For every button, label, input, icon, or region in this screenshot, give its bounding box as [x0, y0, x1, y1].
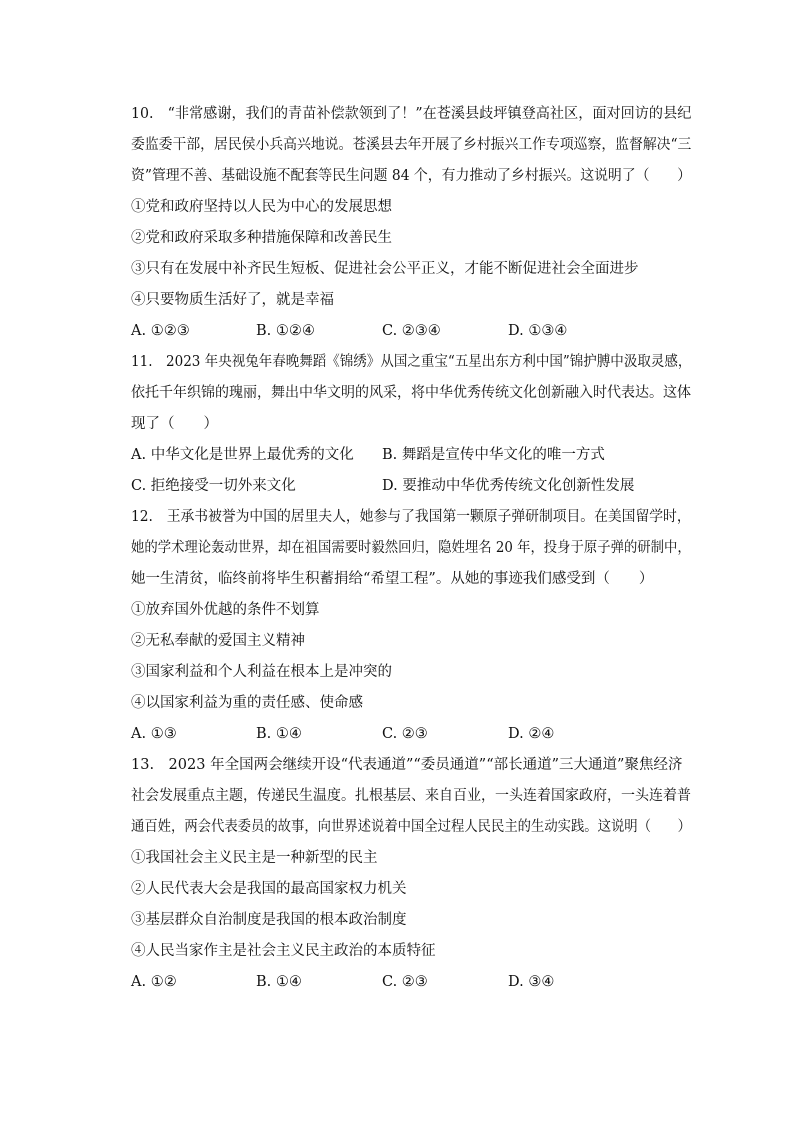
- question-10-option-d: D. ①③④: [508, 323, 568, 339]
- question-10-stem-line-1: 10. “非常感谢，我们的青苗补偿款领到了！”在苍溪县歧坪镇登高社区，面对回访的县纪: [131, 106, 692, 122]
- question-13-option-b: B. ①④: [256, 974, 302, 990]
- question-12-stem-line-2: 她的学术理论轰动世界，却在祖国需要时毅然回归，隐姓埋名 20 年，投身于原子弹的研制中，: [131, 540, 691, 556]
- question-11-option-d: D. 要推动中华优秀传统文化创新性发展: [382, 478, 635, 494]
- question-12-item-3: ③国家利益和个人利益在根本上是冲突的: [131, 664, 392, 680]
- question-11-stem-line-3: 现了（ ）: [131, 416, 218, 432]
- question-10-stem-line-2: 委监委干部，居民侯小兵高兴地说。苍溪县去年开展了乡村振兴工作专项巡察，监督解决“三: [131, 137, 692, 153]
- question-10-item-2: ②党和政府采取多种措施保障和改善民生: [131, 230, 392, 246]
- question-12-stem-line-1: 12. 王承书被誉为中国的居里夫人，她参与了我国第一颗原子弹研制项目。在美国留学时，: [131, 509, 691, 525]
- question-12-option-c: C. ②③: [382, 726, 428, 742]
- question-13-stem-line-3: 通百姓，两会代表委员的故事，向世界述说着中国全过程人民民主的生动实践。这说明（ ）: [131, 819, 691, 835]
- question-13-option-d: D. ③④: [508, 974, 555, 990]
- question-12-stem-line-3: 她一生清贫，临终前将毕生积蓄捐给“希望工程”。从她的事迹我们感受到（ ）: [131, 571, 654, 587]
- question-13-stem-line-1: 13. 2023 年全国两会继续开设“代表通道”“委员通道”“部长通道”三大通道”聚焦经济: [131, 757, 683, 773]
- question-12-option-a: A. ①③: [131, 726, 177, 742]
- question-10-item-4: ④只要物质生活好了，就是幸福: [131, 292, 334, 308]
- question-11-option-a: A. 中华文化是世界上最优秀的文化: [131, 447, 354, 463]
- question-12-item-4: ④以国家利益为重的责任感、使命感: [131, 695, 363, 711]
- question-13-option-a: A. ①②: [131, 974, 177, 990]
- question-10-option-a: A. ①②③: [131, 323, 190, 339]
- question-12-option-b: B. ①④: [256, 726, 302, 742]
- question-10-option-b: B. ①②④: [256, 323, 315, 339]
- question-11-option-b: B. 舞蹈是宣传中华文化的唯一方式: [382, 447, 605, 463]
- question-11-stem-line-1: 11. 2023 年央视兔年春晚舞蹈《锦绣》从国之重宝“五星出东方利中国”锦护膊中汲取灵感，: [131, 354, 692, 370]
- question-13-stem-line-2: 社会发展重点主题，传递民生温度。扎根基层、来自百业，一头连着国家政府，一头连着普: [131, 788, 691, 804]
- question-10-item-1: ①党和政府坚持以人民为中心的发展思想: [131, 199, 392, 215]
- question-13-item-4: ④人民当家作主是社会主义民主政治的本质特征: [131, 943, 436, 959]
- question-12-item-2: ②无私奉献的爱国主义精神: [131, 633, 305, 649]
- question-10-option-c: C. ②③④: [382, 323, 441, 339]
- question-11-stem-line-2: 依托千年织锦的瑰丽，舞出中华文明的风采，将中华优秀传统文化创新融入时代表达。这体: [131, 385, 691, 401]
- question-12-item-1: ①放弃国外优越的条件不划算: [131, 602, 320, 618]
- question-13-item-2: ②人民代表大会是我国的最高国家权力机关: [131, 881, 407, 897]
- question-10-item-3: ③只有在发展中补齐民生短板、促进社会公平正义，才能不断促进社会全面进步: [131, 261, 639, 277]
- question-11-option-c: C. 拒绝接受一切外来文化: [131, 478, 296, 494]
- question-13-option-c: C. ②③: [382, 974, 428, 990]
- question-12-option-d: D. ②④: [508, 726, 555, 742]
- question-10-stem-line-3: 资”管理不善、基础设施不配套等民生问题 84 个，有力推动了乡村振兴。这说明了（ ）: [131, 168, 692, 184]
- question-13-item-1: ①我国社会主义民主是一种新型的民主: [131, 850, 378, 866]
- question-13-item-3: ③基层群众自治制度是我国的根本政治制度: [131, 912, 407, 928]
